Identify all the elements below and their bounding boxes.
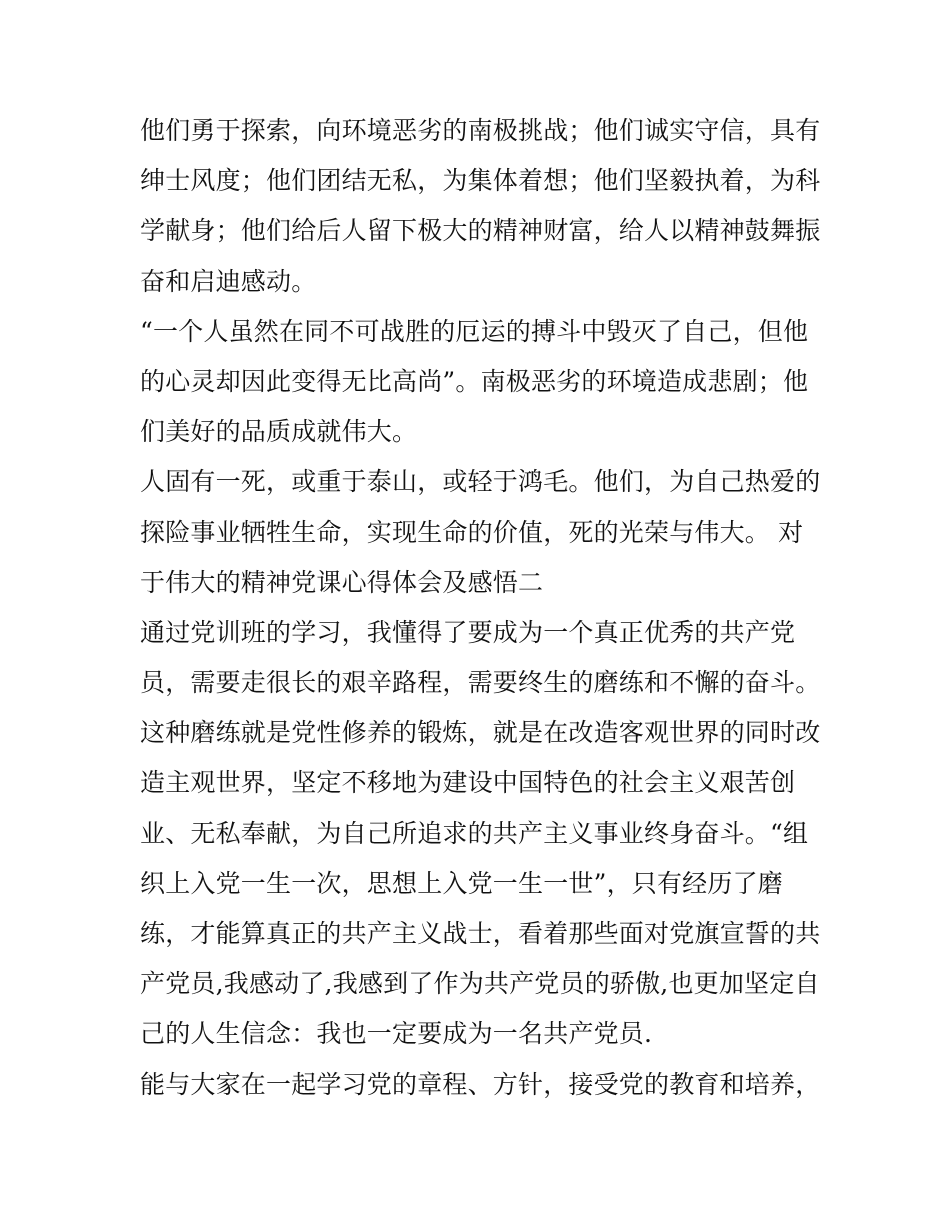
text-line: 他们勇于探索，向环境恶劣的南极挑战；他们诚实守信，具有 bbox=[140, 116, 821, 145]
text-line: 学献身；他们给后人留下极大的精神财富，给人以精神鼓舞振 bbox=[140, 216, 821, 246]
text-line: 造主观世界，坚定不移地为建设中国特色的社会主义艰苦创 bbox=[140, 768, 796, 798]
text-line: 人固有一死，或重于泰山，或轻于鸿毛。他们，为自己热爱的 bbox=[140, 467, 821, 497]
text-line: 能与大家在一起学习党的章程、方针，接受党的教育和培养， bbox=[140, 1069, 821, 1099]
text-line: 探险事业牺牲生命，实现生命的价值，死的光荣与伟大。 对 bbox=[140, 517, 804, 547]
text-line: 绅士风度；他们团结无私，为集体着想；他们坚毅执着，为科 bbox=[140, 166, 821, 196]
text-line: 的心灵却因此变得无比高尚”。南极恶劣的环境造成悲剧；他 bbox=[140, 366, 809, 396]
text-line: 业、无私奉献，为自己所追求的共产主义事业终身奋斗。“组 bbox=[140, 818, 809, 848]
text-line: 己的人生信念：我也一定要成为一名共产党员. bbox=[140, 1019, 653, 1049]
text-line: 通过党训班的学习，我懂得了要成为一个真正优秀的共产党 bbox=[140, 617, 796, 647]
document-body bbox=[140, 106, 820, 1110]
text-line: 员，需要走很长的艰辛路程，需要终生的磨练和不懈的奋斗。 bbox=[140, 668, 821, 698]
text-line: 于伟大的精神党课心得体会及感悟二 bbox=[140, 567, 544, 597]
text-line: 奋和启迪感动。 bbox=[140, 266, 317, 296]
text-line: 织上入党一生一次，思想上入党一生一世”，只有经历了磨 bbox=[140, 868, 783, 898]
text-line: 们美好的品质成就伟大。 bbox=[140, 417, 418, 447]
text-line: 练，才能算真正的共产主义战士，看着那些面对党旗宣誓的共 bbox=[140, 919, 821, 948]
text-line: 产党员,我感动了,我感到了作为共产党员的骄傲,也更加坚定自 bbox=[140, 969, 820, 999]
text-line: “一个人虽然在同不可战胜的厄运的搏斗中毁灭了自己，但他 bbox=[140, 316, 809, 346]
text-line: 这种磨练就是党性修养的锻炼，就是在改造客观世界的同时改 bbox=[140, 718, 821, 748]
